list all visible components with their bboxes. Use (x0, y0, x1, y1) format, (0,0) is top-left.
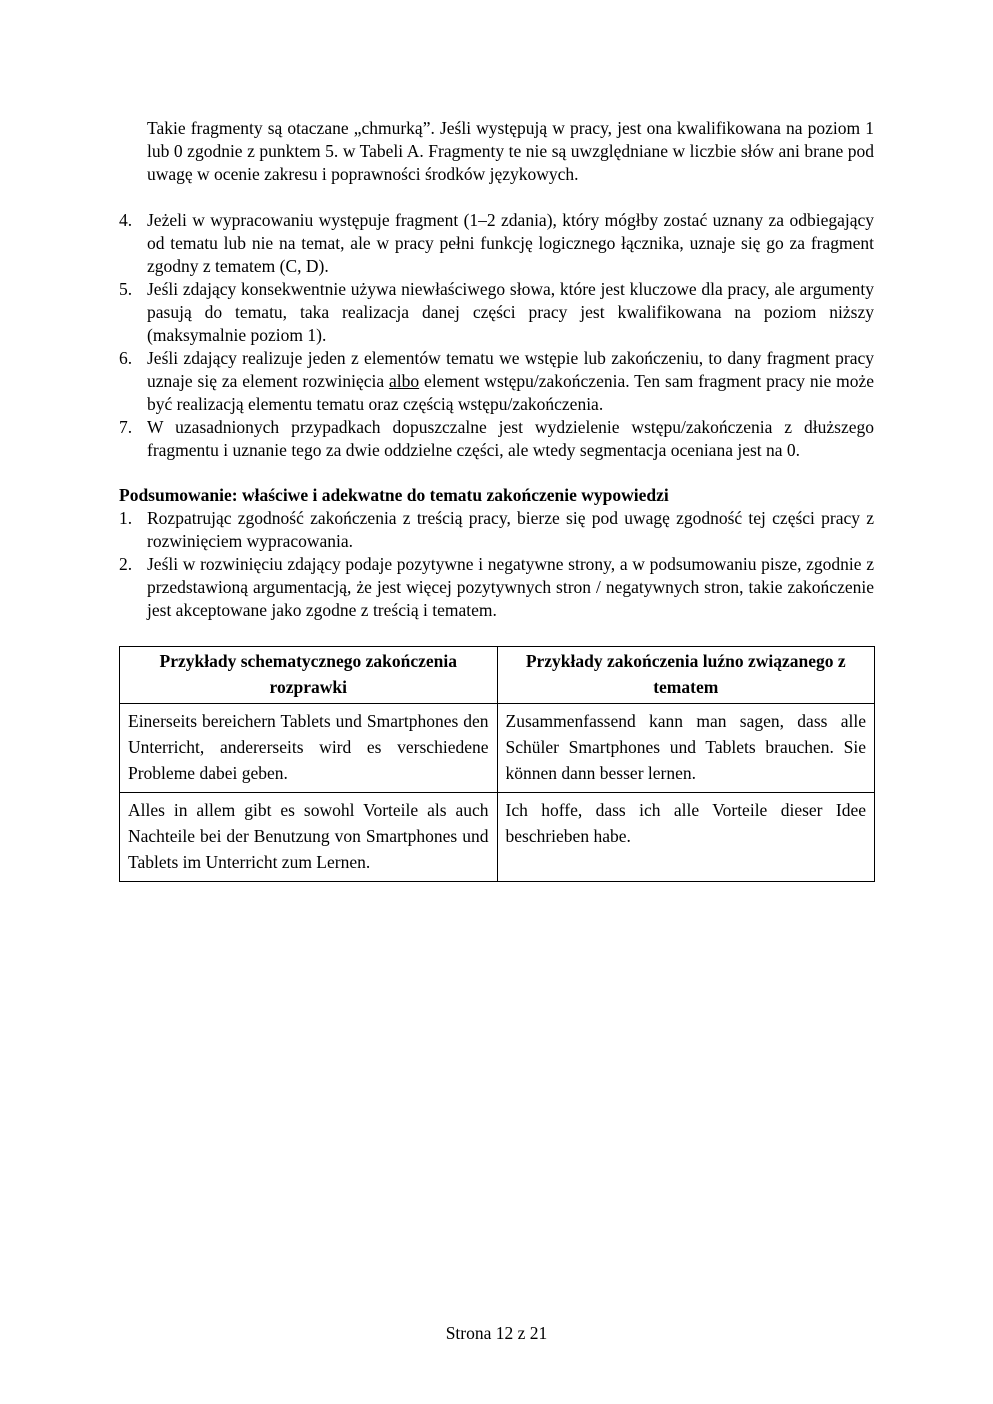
page-footer: Strona 12 z 21 (445, 1323, 548, 1343)
list-item (119, 209, 874, 278)
intro-paragraph: Takie fragmenty są otaczane „chmurką”. Jeśli występują w pracy, jest ona kwalifikowana na poziom 1 lub 0 zgodnie z punktem 5. w Tabeli A. Fragmenty te nie są uwzględniane w liczbie słów ani brane pod uwagę w ocenie zakresu i poprawności środków językowych. (147, 118, 874, 184)
table-row (120, 704, 875, 793)
list-text: Rozpatrując zgodność zakończenia z treścią pracy, bierze się pod uwagę zgodność tej części pracy z rozwinięciem wypracowania. (147, 508, 874, 551)
document-page (119, 117, 874, 882)
table-header-row (120, 647, 875, 704)
rules-list (119, 209, 874, 462)
list-number: 4. (119, 210, 133, 230)
list-text: Jeśli w rozwinięciu zdający podaje pozytywne i negatywne strony, a w podsumowaniu pisze, zgodnie z przedstawioną argumentacją, że jest więcej pozytywnych stron / negatywnych stron, takie zakończenie jest akceptowane jako zgodne z treścią i tematem. (147, 554, 874, 620)
list-text: Jeżeli w wypracowaniu występuje fragment (1–2 zdania), który mógłby zostać uznany za odbiegający od tematu lub nie na temat, ale w pracy pełni funkcję logicznego łącznika, uznaje się go za fragment zgodny z tematem (C, D). (147, 210, 874, 276)
list-number: 7. (119, 417, 133, 437)
underlined-word: albo (389, 371, 420, 391)
list-number: 2. (119, 554, 133, 574)
list-number: 6. (119, 348, 133, 368)
list-item (119, 507, 874, 553)
list-number: 1. (119, 508, 133, 528)
table-cell: Ich hoffe, dass ich alle Vorteile dieser Idee beschrieben habe. (497, 793, 875, 882)
list-item (119, 278, 874, 347)
column-header: Przykłady schematycznego zakończenia rozprawki (120, 647, 498, 704)
examples-table (119, 646, 875, 882)
list-text-part: element wstępu/zakończenia. Ten sam fragment pracy nie może być realizacją elementu tematu oraz częścią wstępu/zakończenia. (147, 371, 874, 414)
list-item (119, 347, 874, 416)
list-text: Jeśli zdający konsekwentnie używa niewłaściwego słowa, które jest kluczowe dla pracy, ale argumenty pasują do tematu, taka realizacja danej części pracy jest kwalifikowana na poziom niższy (maksymalnie poziom 1). (147, 279, 874, 345)
list-number: 5. (119, 279, 133, 299)
summary-heading: Podsumowanie: właściwe i adekwatne do tematu zakończenie wypowiedzi (119, 485, 669, 505)
list-text-part: Jeśli zdający realizuje jeden z elementów tematu we wstępie lub zakończeniu, to dany fragment pracy uznaje się za element rozwinięcia (147, 348, 874, 391)
column-header: Przykłady zakończenia luźno związanego z tematem (497, 647, 875, 704)
table-cell: Zusammenfassend kann man sagen, dass alle Schüler Smartphones und Tablets brauchen. Sie können dann besser lernen. (497, 704, 875, 793)
list-text (147, 348, 874, 414)
list-item (119, 416, 874, 462)
table-cell: Alles in allem gibt es sowohl Vorteile als auch Nachteile bei der Benutzung von Smartphones und Tablets im Unterricht zum Lernen. (120, 793, 498, 882)
table-row (120, 793, 875, 882)
list-item (119, 553, 874, 622)
list-text: W uzasadnionych przypadkach dopuszczalne jest wydzielenie wstępu/zakończenia z dłuższego fragmentu i uznanie tego za dwie oddzielne części, ale wtedy segmentacja oceniana jest na 0. (147, 417, 874, 460)
summary-list (119, 507, 874, 622)
table-cell: Einerseits bereichern Tablets und Smartphones den Unterricht, andererseits wird es verschiedene Probleme dabei geben. (120, 704, 498, 793)
